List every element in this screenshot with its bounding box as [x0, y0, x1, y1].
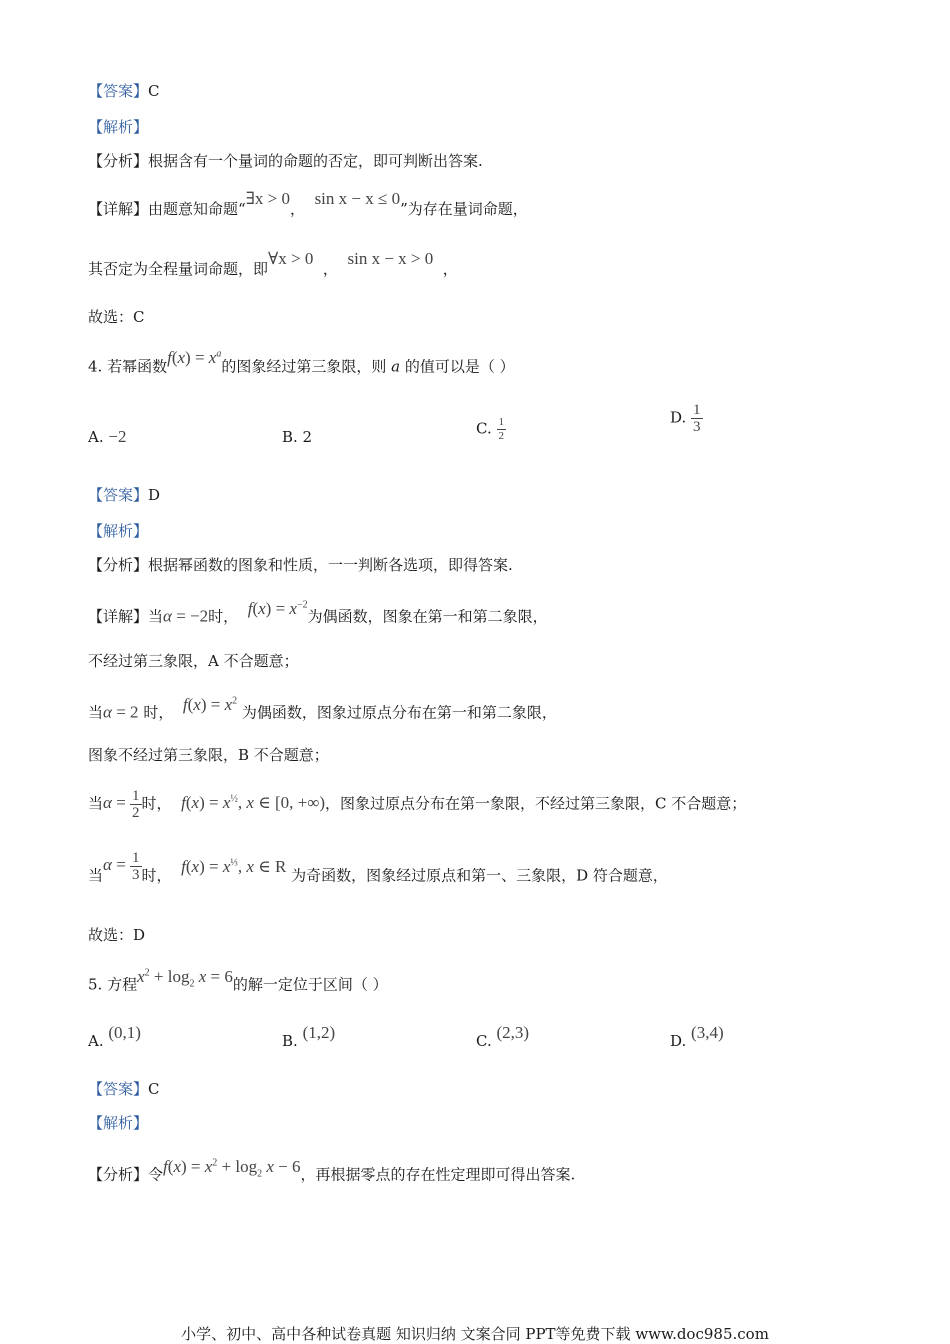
q4-stem: 4. 若幂函数$f(x) = x^a$的图象经过第三象限，则 a 的值可以是（ ） [88, 347, 515, 376]
q3-negation: 其否定为全程量词命题，即∀x > 0 ， sin x − x > 0 ， [88, 249, 458, 278]
q3-choose: 故选：C [88, 308, 145, 326]
q5-answer: 【答案】C [88, 1080, 160, 1098]
q4-detail-a: 【详解】当α = −2时， $f(x) = x^{-2}$为偶函数，图象在第一和第二象限， [88, 598, 548, 626]
q5-option-a: A. (0,1) [88, 1023, 141, 1050]
q4-choose: 故选：D [88, 926, 146, 944]
q5-stem: 5. 方程$x^2 + \log_2 x = 6$的解一定位于区间（ ） [88, 966, 388, 994]
q4-option-d: D. $\frac{1}{3}$ [670, 402, 701, 435]
q5-fenxi: 【分析】令$f(x) = x^2 + \log_2 x - 6$，再根据零点的存在性定理即可得出答案. [88, 1156, 576, 1184]
q4-analysis-tag: 【解析】 [88, 522, 149, 540]
q4-fenxi: 【分析】根据幂函数的图象和性质，一一判断各选项，即得答案. [88, 556, 513, 574]
q4-option-b: B. 2 [282, 428, 313, 446]
q4-option-c: C. $\frac{1}{2}$ [476, 416, 504, 442]
q4-detail-d: 当α = $\frac{1}{3}$ 时， $f(x) = x^{\frac{1}{3}}$, x ∈ R 为奇函数，图象经过原点和第一、三象限，D 符合题意， [88, 850, 668, 885]
q4-stem-formula: $f(x) = x^a$ [167, 347, 222, 367]
q3-analysis-tag: 【解析】 [88, 118, 149, 136]
q4-detail-a-cont: 不经过第三象限，A 不合题意； [88, 652, 299, 670]
q3-detail: 【详解】由题意知命题“∃x > 0， sin x − x ≤ 0”为存在量词命题， [88, 189, 528, 218]
q5-option-d: D. (3,4) [670, 1023, 724, 1050]
q5-option-b: B. (1,2) [282, 1023, 336, 1050]
q4-detail-b-cont: 图象不经过第三象限，B 不合题意； [88, 746, 329, 764]
q3-fenxi: 【分析】根据含有一个量词的命题的否定，即可判断出答案. [88, 152, 483, 170]
q4-detail-c: 当α = $\frac{1}{2}$ 时， $f(x) = x^{\frac{1}{2}}$, x ∈ [0, +∞)，图象过原点分布在第一象限，不经过第三象限，C 不合题意； [88, 788, 747, 821]
q5-option-c: C. (2,3) [476, 1023, 530, 1050]
q5-analysis-tag: 【解析】 [88, 1114, 149, 1132]
q5-equation: $x^2 + \log_2 x = 6$ [137, 966, 233, 990]
q4-detail-b: 当α = 2 时， $f(x) = x^2$ 为偶函数，图象过原点分布在第一和第二象限， [88, 694, 557, 722]
q4-option-a: A. −2 [88, 427, 127, 446]
q4-answer: 【答案】D [88, 486, 161, 504]
q3-answer: 【答案】C [88, 82, 160, 100]
page-footer: 小学、初中、高中各种试卷真题 知识归纳 文案合同 PPT等免费下载 www.doc985.com [181, 1325, 769, 1343]
